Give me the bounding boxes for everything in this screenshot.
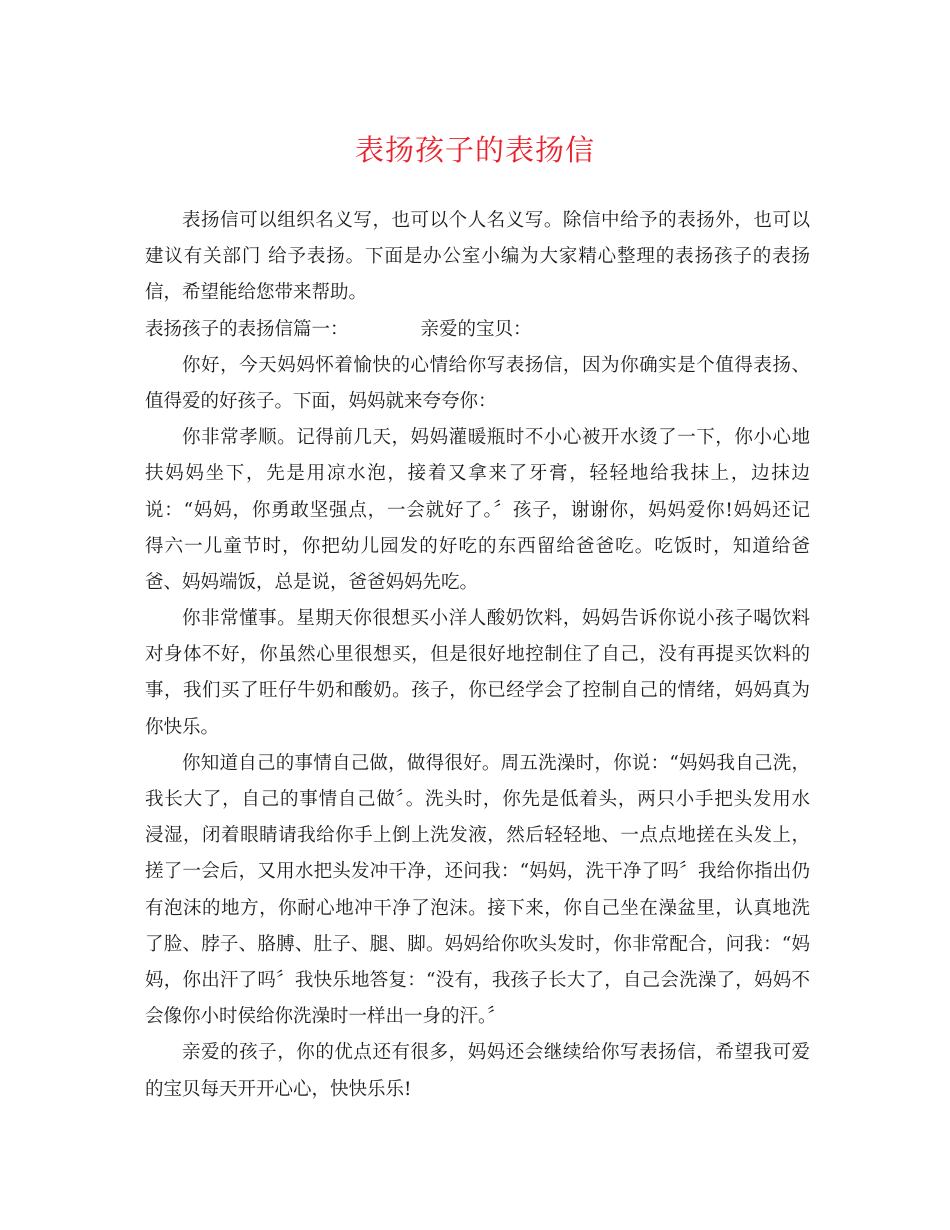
text-line: 会像你小时侯给你洗澡时一样出一身的汗。〞 (145, 1006, 506, 1028)
paragraph-greeting (145, 348, 810, 420)
text-line: 表扬信可以组织名义写，也可以个人名义写。除信中给予的表扬外，也可以 (182, 210, 810, 231)
paragraph-intro (145, 203, 810, 312)
text-line: 你知道自己的事情自己做，做得很好。周五洗澡时，你说：“妈妈我自己洗， (182, 752, 810, 774)
text-line: 浸湿，闭着眼睛请我给你手上倒上洗发液，然后轻轻地、一点点地搓在头发上， (145, 825, 810, 847)
text-line: 建议有关部门 给予表扬。下面是办公室小编为大家精心整理的表扬孩子的表扬 (145, 246, 810, 268)
text-line: 爸、妈妈端饭，总是说，爸爸妈妈先吃。 (145, 571, 479, 593)
text-line: 事，我们买了旺仔牛奶和酸奶。孩子，你已经学会了控制自己的情绪，妈妈真为 (145, 680, 810, 702)
document-body (145, 203, 810, 1108)
paragraph-sensible (145, 601, 810, 746)
text-line: 了脸、脖子、胳膊、肚子、腿、脚。妈妈给你吹头发时，你非常配合，问我：“妈 (145, 933, 810, 955)
letter-heading: 表扬孩子的表扬信篇一： (145, 318, 349, 340)
salutation: 亲爱的宝贝： (420, 318, 532, 340)
text-line: 你非常孝顺。记得前几天，妈妈灌暖瓶时不小心被开水烫了一下，你小心地 (182, 427, 810, 449)
text-line: 你好，今天妈妈怀着愉快的心情给你写表扬信，因为你确实是个值得表扬、 (182, 354, 810, 376)
text-line: 对身体不好，你虽然心里很想买，但是很好地控制住了自己，没有再提买饮料的 (145, 644, 810, 666)
text-line: 你快乐。 (145, 716, 220, 738)
text-line: 有泡沫的地方，你耐心地冲干净了泡沫。接下来，你自己坐在澡盆里，认真地洗 (145, 897, 810, 919)
text-line: 你非常懂事。星期天你很想买小洋人酸奶饮料，妈妈告诉你说小孩子喝饮料 (182, 608, 810, 630)
text-line: 信，希望能给您带来帮助。 (145, 282, 368, 304)
text-line: 我长大了，自己的事情自己做〞。洗头时，你先是低着头，两只小手把头发用水 (145, 789, 810, 810)
text-line: 说：“妈妈，你勇敢坚强点，一会就好了。〞孩子，谢谢你，妈妈爱你!妈妈还记 (145, 499, 810, 521)
text-line: 得六一儿童节时，你把幼儿园发的好吃的东西留给爸爸吃。吃饭时，知道给爸 (145, 535, 810, 557)
letter-heading-line (145, 312, 810, 348)
paragraph-filial (145, 420, 810, 601)
text-line: 值得爱的好孩子。下面，妈妈就来夸夸你： (145, 390, 497, 412)
document-title: 表扬孩子的表扬信 (354, 133, 595, 167)
paragraph-closing (145, 1035, 810, 1107)
text-line: 妈，你出汗了吗〞我快乐地答复：“没有，我孩子长大了，自己会洗澡了，妈妈不 (145, 969, 810, 991)
text-line: 搓了一会后，又用水把头发冲干净，还问我：“妈妈，洗干净了吗〞我给你指出仍 (145, 861, 810, 883)
paragraph-self-reliant (145, 746, 810, 1036)
text-line: 的宝贝每天开开心心，快快乐乐! (145, 1078, 412, 1100)
text-line: 亲爱的孩子，你的优点还有很多，妈妈还会继续给你写表扬信，希望我可爱 (182, 1042, 810, 1064)
text-line: 扶妈妈坐下，先是用凉水泡，接着又拿来了牙膏，轻轻地给我抹上，边抹边 (145, 463, 810, 485)
